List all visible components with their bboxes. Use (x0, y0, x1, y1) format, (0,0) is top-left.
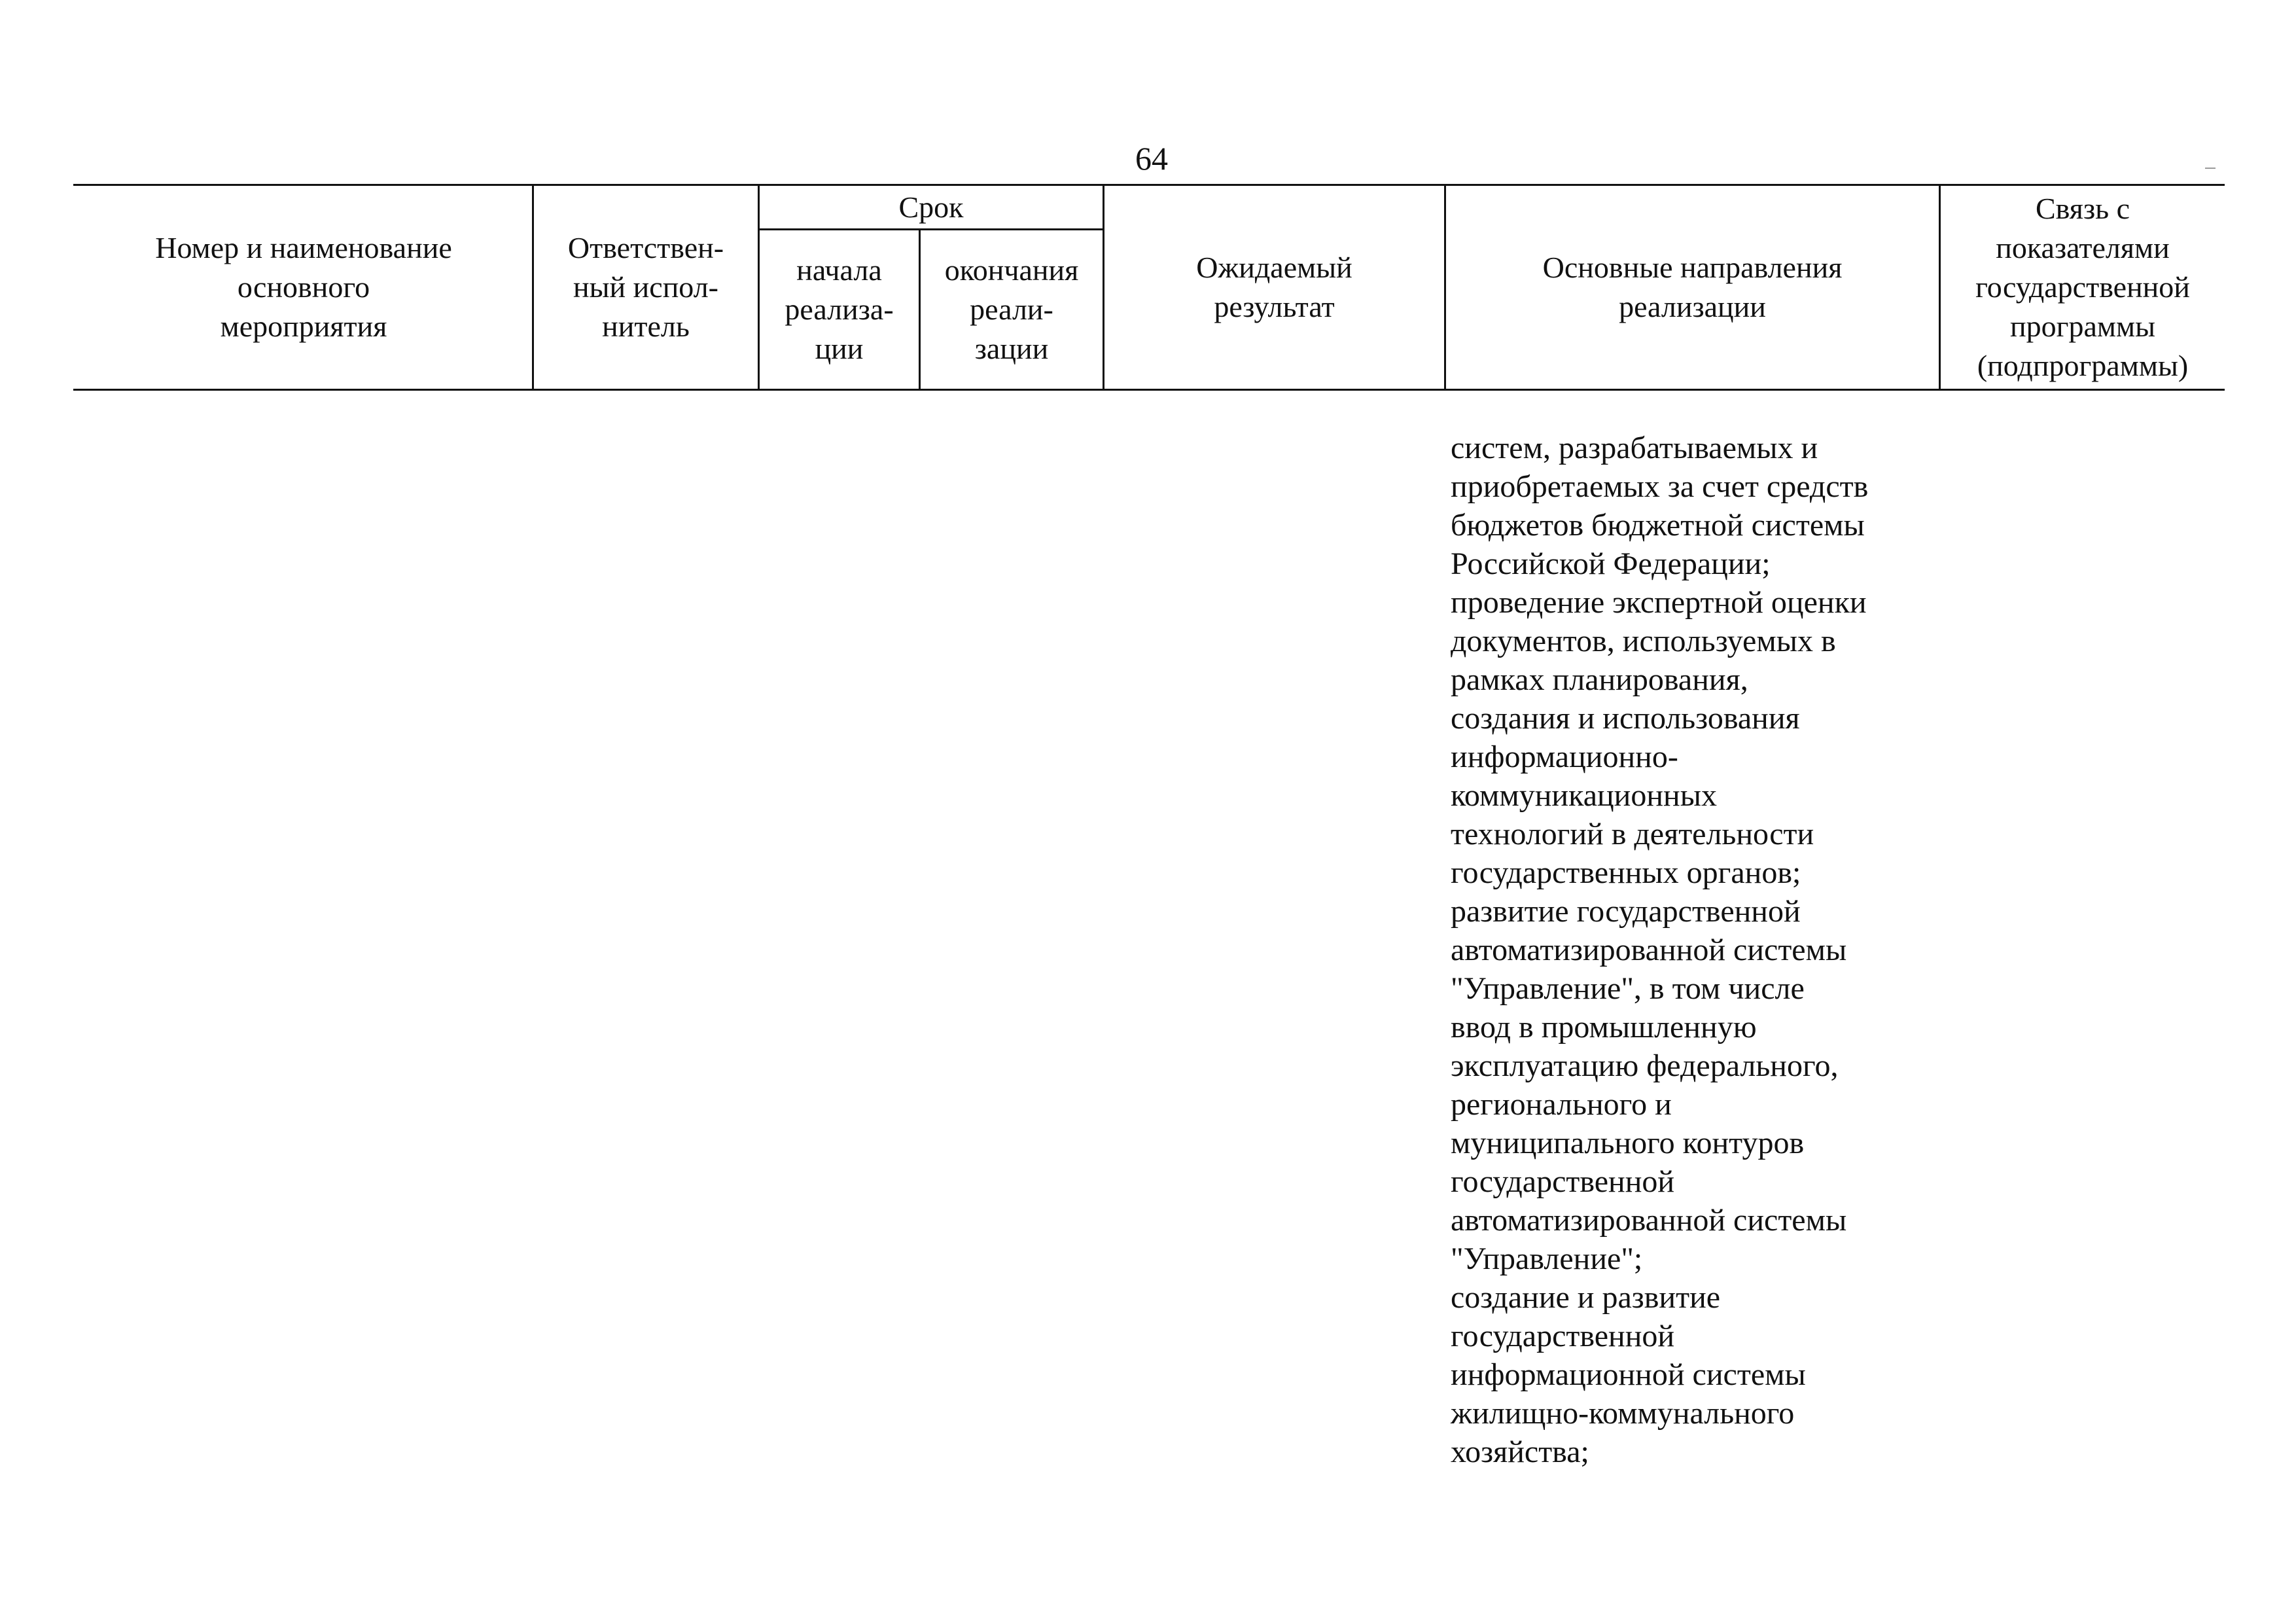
text-line: коммуникационных (1451, 778, 1717, 813)
text-line: эксплуатацию федерального, (1451, 1048, 1839, 1083)
scan-mark (2205, 168, 2216, 169)
text-line: регионального и (1451, 1087, 1672, 1122)
text-line: "Управление"; (1451, 1241, 1643, 1276)
text-line: автоматизированной системы (1451, 933, 1847, 967)
header-responsible-executor (534, 186, 758, 389)
header-main-directions (1446, 186, 1939, 389)
text-line: создания и использования (1451, 701, 1800, 736)
header-term-start-text: начала реализа- ции (785, 253, 894, 365)
text-line: проведение экспертной оценки (1451, 585, 1867, 620)
header-term-group (760, 186, 1103, 228)
header-program-indicators-link-text: Связь с показателями государственной программы (подпрограммы) (1975, 192, 2190, 382)
text-line: создание и развитие (1451, 1280, 1721, 1315)
text-line: бюджетов бюджетной системы (1451, 508, 1865, 543)
text-line: государственной (1451, 1319, 1675, 1353)
header-term-end-text: окончания реали- зации (944, 253, 1079, 365)
text-line: муниципального контуров (1451, 1126, 1805, 1160)
table-header-bottom-border (73, 389, 2225, 391)
text-line: государственной (1451, 1164, 1675, 1199)
header-responsible-executor-text: Ответствен- ный испол- нитель (567, 231, 724, 343)
text-line: государственных органов; (1451, 855, 1801, 890)
text-line: технологий в деятельности (1451, 817, 1814, 851)
text-line: ввод в промышленную (1451, 1010, 1757, 1044)
text-line: "Управление", в том числе (1451, 971, 1805, 1006)
header-main-directions-text: Основные направления реализации (1542, 251, 1843, 323)
text-line: документов, используемых в (1451, 624, 1836, 658)
text-line: развитие государственной (1451, 894, 1801, 929)
header-program-indicators-link (1941, 186, 2225, 389)
header-expected-result-text: Ожидаемый результат (1196, 251, 1352, 323)
text-line: рамках планирования, (1451, 662, 1748, 697)
header-expected-result (1104, 186, 1444, 389)
text-line: информационно- (1451, 740, 1678, 774)
text-line: жилищно-коммунального (1451, 1396, 1795, 1431)
header-activity-name (75, 186, 532, 389)
text-line: информационной системы (1451, 1357, 1806, 1392)
text-line: приобретаемых за счет средств (1451, 469, 1869, 504)
text-line: систем, разрабатываемых и (1451, 431, 1818, 465)
text-line: автоматизированной системы (1451, 1203, 1847, 1238)
page-number: 64 (1135, 140, 1168, 177)
header-term-end (921, 230, 1103, 389)
header-term-group-text: Срок (898, 190, 964, 224)
header-term-start (760, 230, 919, 389)
main-directions-cell (1451, 429, 1948, 1471)
text-line: Российской Федерации; (1451, 546, 1771, 581)
text-line: хозяйства; (1451, 1435, 1589, 1469)
header-activity-name-text: Номер и наименование основного мероприятия (155, 231, 452, 343)
